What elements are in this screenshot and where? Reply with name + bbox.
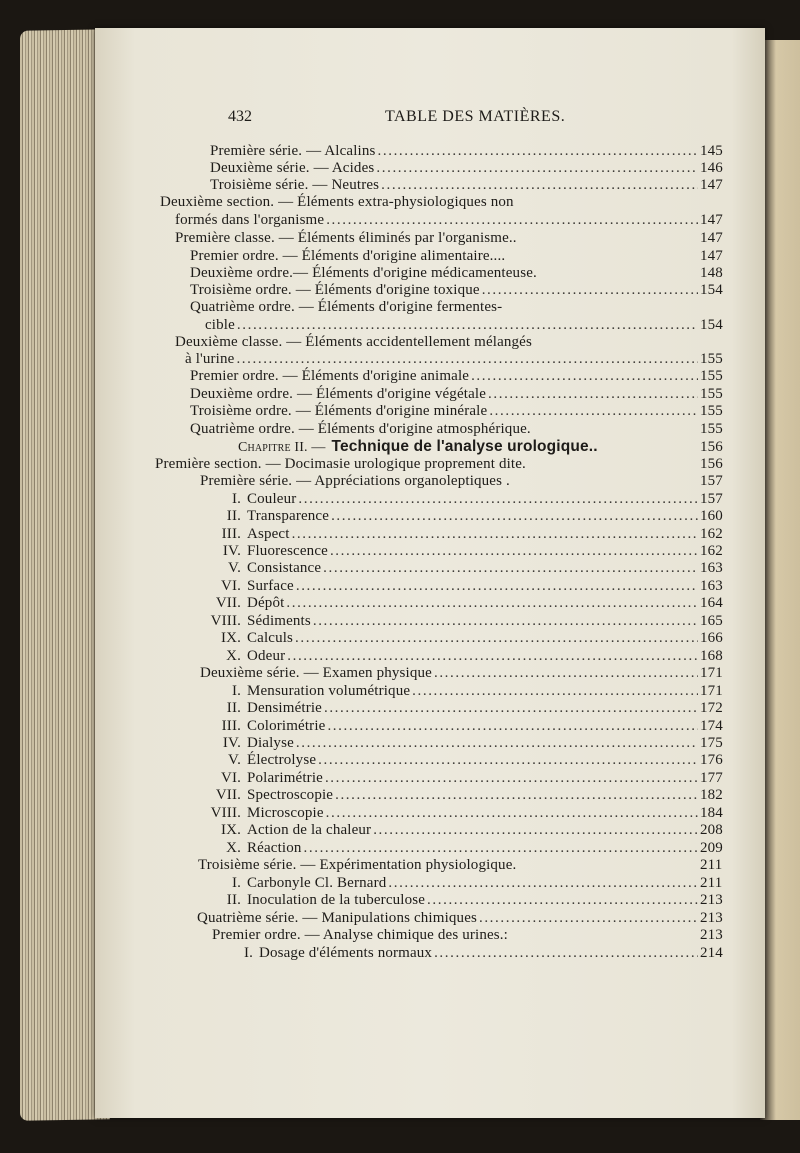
toc-entry-title: Première classe. — Éléments éliminés par l'organisme..: [175, 230, 517, 246]
toc-entry: [175, 212, 722, 230]
toc-entry-page: 209: [700, 840, 723, 856]
toc-entry-page: 155: [700, 368, 723, 384]
toc-entry-page: 211: [700, 875, 723, 891]
toc-entry: [210, 143, 722, 161]
toc-entry-number: VIII.: [210, 613, 241, 629]
leader-dots: [331, 508, 698, 525]
toc-entry-title: Premier ordre. — Analyse chimique des urines.:: [212, 927, 508, 943]
leader-dots: [388, 875, 698, 892]
toc-entry-title: Aspect: [247, 526, 290, 542]
toc-entry-number: VII.: [215, 595, 241, 611]
toc-entry: [185, 351, 722, 369]
toc-entry: [205, 578, 722, 596]
toc-entry: [205, 560, 722, 578]
leader-dots: [434, 665, 698, 682]
toc-entry-page: 148: [700, 265, 723, 281]
leader-dots: [326, 805, 698, 822]
toc-entry-page: 213: [700, 892, 723, 908]
toc-entry-title: Première section. — Docimasie urologique proprement dite.: [155, 456, 526, 472]
leader-dots: [488, 386, 698, 403]
toc-entry-title: Deuxième section. — Éléments extra-physiologiques non: [160, 194, 514, 210]
toc-entry-page: 155: [700, 403, 723, 419]
toc-entry: [175, 230, 722, 248]
toc-entry-title: Inoculation de la tuberculose: [247, 892, 426, 908]
leader-dots: [378, 143, 698, 160]
toc-entry-title: Microscopie: [247, 805, 324, 821]
toc-entry: [205, 595, 722, 613]
leader-dots: [330, 543, 698, 560]
toc-entry-number: I.: [231, 491, 241, 507]
leader-dots: [324, 700, 698, 717]
leader-dots: [286, 595, 698, 612]
toc-entry-page: 163: [700, 560, 723, 576]
toc-entry-number: V.: [228, 752, 241, 768]
leader-dots: [323, 560, 698, 577]
toc-entry-page: 160: [700, 508, 723, 524]
toc-entry-page: 166: [700, 630, 723, 646]
leader-dots: [335, 787, 698, 804]
page-number: 432: [228, 108, 252, 125]
toc-entry-title: Deuxième classe. — Éléments accidentellement mélangés: [175, 334, 532, 350]
toc-entry-page: 147: [700, 177, 723, 193]
toc-entry-title: Électrolyse: [247, 752, 317, 768]
toc-entry-page: 155: [700, 351, 723, 367]
toc-entry: [210, 177, 722, 195]
toc-entry-title: à l'urine: [185, 351, 235, 367]
toc-entry: [205, 526, 722, 544]
toc-entry: [198, 857, 722, 875]
toc-entry-number: II.: [226, 700, 241, 716]
toc-entry-title: Calculs: [247, 630, 294, 646]
toc-entry-title: Quatrième série. — Manipulations chimiques: [197, 910, 477, 926]
toc-entry-page: 154: [700, 317, 723, 333]
toc-entry-title: Première série. — Alcalins: [210, 143, 376, 159]
leader-dots: [298, 491, 698, 508]
toc-entry-title: Mensuration volumétrique: [247, 683, 411, 699]
leader-dots: [292, 526, 698, 543]
toc-entry-page: 157: [700, 473, 723, 489]
toc-entry: [190, 368, 722, 386]
toc-entry: [217, 945, 722, 963]
toc-entry-page: 154: [700, 282, 723, 298]
leader-dots: [296, 578, 698, 595]
toc-entry: [205, 630, 722, 648]
toc-entry-title: Troisième ordre. — Éléments d'origine toxique: [190, 282, 480, 298]
toc-entry-page: 145: [700, 143, 723, 159]
leader-dots: [296, 735, 698, 752]
leader-dots: [471, 368, 698, 385]
toc-entry-title: Transparence: [247, 508, 330, 524]
toc-entry: [205, 840, 722, 858]
toc-entry-title: Fluorescence: [247, 543, 328, 559]
toc-entry-page: 184: [700, 805, 723, 821]
toc-entry: [205, 770, 722, 788]
toc-entry: [190, 282, 722, 300]
toc-entry-page: 155: [700, 421, 723, 437]
toc-entry: [205, 822, 722, 840]
leader-dots: [412, 683, 698, 700]
toc-entry: [205, 735, 722, 753]
toc-entry-page: 164: [700, 595, 723, 611]
toc-entry-page: 146: [700, 160, 723, 176]
toc-entry: [238, 438, 722, 456]
toc-entry: [212, 927, 722, 945]
leader-dots: [313, 613, 698, 630]
toc-entry-title: Dosage d'éléments normaux: [259, 945, 433, 961]
toc-entry-title: Premier ordre. — Éléments d'origine alimentaire....: [190, 248, 506, 264]
toc-entry-title: Réaction: [247, 840, 302, 856]
toc-entry-page: 171: [700, 665, 723, 681]
toc-entry: [190, 386, 722, 404]
leader-dots: [325, 770, 698, 787]
toc-entry: [205, 787, 722, 805]
toc-entry-title: Densimétrie: [247, 700, 322, 716]
toc-entry-number: II.: [226, 508, 241, 524]
toc-entry: [190, 248, 722, 266]
toc-entry-page: 147: [700, 212, 723, 228]
toc-entry: [160, 194, 722, 212]
leader-dots: [304, 840, 698, 857]
toc-entry-page: 163: [700, 578, 723, 594]
toc-entry: [205, 875, 722, 893]
leader-dots: [489, 403, 698, 420]
toc-entry: [205, 683, 722, 701]
leader-dots: [479, 910, 698, 927]
toc-entry-page: 213: [700, 910, 723, 926]
toc-entry-number: X.: [226, 648, 241, 664]
toc-entry-page: 147: [700, 230, 723, 246]
toc-entry-number: III.: [221, 526, 241, 542]
toc-entry: [205, 718, 722, 736]
toc-entry-title: Surface: [247, 578, 294, 594]
toc-entry-number: I.: [231, 875, 241, 891]
toc-entry: [190, 421, 722, 439]
leader-dots: [376, 160, 698, 177]
toc-entry-page: 213: [700, 927, 723, 943]
toc-entry-title: Premier ordre. — Éléments d'origine animale: [190, 368, 470, 384]
toc-entry-page: 182: [700, 787, 723, 803]
toc-entry-page: 156: [700, 439, 723, 455]
toc-entry-number: VII.: [215, 787, 241, 803]
toc-entry-number: II.: [226, 892, 241, 908]
toc-entry-title: formés dans l'organisme: [175, 212, 325, 228]
toc-entry-title: cible: [205, 317, 235, 333]
toc-entry-number: I.: [231, 683, 241, 699]
leader-dots: [427, 892, 698, 909]
toc-entry-title: Spectroscopie: [247, 787, 334, 803]
toc-entry-title: Dépôt: [247, 595, 285, 611]
toc-entry: [190, 265, 722, 283]
toc-entry-page: 155: [700, 386, 723, 402]
toc-entry-title: Colorimétrie: [247, 718, 326, 734]
toc-entry: [205, 700, 722, 718]
toc-entry-title: Deuxième ordre. — Éléments d'origine végétale: [190, 386, 487, 402]
toc-entry-page: 211: [700, 857, 723, 873]
toc-entry-title: Troisième ordre. — Éléments d'origine minérale: [190, 403, 488, 419]
toc-entry-number: IV.: [222, 543, 241, 559]
toc-entry-title: Odeur: [247, 648, 286, 664]
toc-entry-number: I.: [243, 945, 253, 961]
toc-entry-number: V.: [228, 560, 241, 576]
toc-entry-page: 157: [700, 491, 723, 507]
toc-entry: [175, 334, 722, 352]
toc-entry-page: 156: [700, 456, 723, 472]
toc-entry-number: VIII.: [210, 805, 241, 821]
toc-entry-page: 172: [700, 700, 723, 716]
toc-entry-page: 177: [700, 770, 723, 786]
toc-entry: [197, 910, 722, 928]
toc-entry-title: Polarimétrie: [247, 770, 323, 786]
toc-entry: [205, 648, 722, 666]
toc-entry-title: Consistance: [247, 560, 322, 576]
toc-entry-number: IX.: [220, 630, 241, 646]
toc-entry: [190, 299, 722, 317]
leader-dots: [287, 648, 698, 665]
toc-entry-title: Quatrième ordre. — Éléments d'origine atmosphérique.: [190, 421, 531, 437]
running-title: TABLE DES MATIÈRES.: [385, 108, 566, 125]
toc-entry-number: VI.: [220, 578, 241, 594]
leader-dots: [326, 212, 698, 229]
leader-dots: [327, 718, 698, 735]
toc-entry-page: 165: [700, 613, 723, 629]
toc-entry-title: Action de la chaleur: [247, 822, 372, 838]
toc-entry: [205, 508, 722, 526]
toc-entry-title: Deuxième série. — Examen physique: [200, 665, 432, 681]
toc-entry-page: 214: [700, 945, 723, 961]
toc-entry: [200, 665, 722, 683]
toc-entry: [205, 805, 722, 823]
toc-entry: [205, 491, 722, 509]
toc-entry-title: Couleur: [247, 491, 297, 507]
toc-entry-title: Quatrième ordre. — Éléments d'origine fermentes-: [190, 299, 503, 315]
toc-entry-title: Troisième série. — Expérimentation physiologique.: [198, 857, 517, 873]
toc-entry-page: 168: [700, 648, 723, 664]
toc-entry-title: Dialyse: [247, 735, 294, 751]
toc-entry-number: X.: [226, 840, 241, 856]
toc-entry: [190, 403, 722, 421]
toc-entry-page: 208: [700, 822, 723, 838]
toc-entry-title: Carbonyle Cl. Bernard: [247, 875, 387, 891]
toc-entry-page: 174: [700, 718, 723, 734]
leader-dots: [237, 317, 698, 334]
leader-dots: [318, 752, 698, 769]
page-edge-right: [760, 40, 800, 1120]
toc-entry: [200, 473, 722, 491]
toc-entry-number: IV.: [222, 735, 241, 751]
toc-entry-title: Troisième série. — Neutres: [210, 177, 380, 193]
chapter-label: Chapitre II. —: [238, 440, 326, 455]
toc-entry-number: VI.: [220, 770, 241, 786]
toc-entry-title: Sédiments: [247, 613, 311, 629]
toc-entry-page: 147: [700, 248, 723, 264]
leader-dots: [381, 177, 698, 194]
toc-entry: [155, 456, 722, 474]
toc-entry: [205, 892, 722, 910]
leader-dots: [373, 822, 698, 839]
toc-entry-page: 175: [700, 735, 723, 751]
toc-entry-title: Deuxième série. — Acides: [210, 160, 375, 176]
toc-entry: [205, 752, 722, 770]
toc-entry: [210, 160, 722, 178]
leader-dots: [295, 630, 698, 647]
toc-entry-page: 176: [700, 752, 723, 768]
toc-entry-page: 162: [700, 543, 723, 559]
leader-dots: [434, 945, 698, 962]
toc-entry-title: Deuxième ordre.— Éléments d'origine médicamenteuse.: [190, 265, 537, 281]
toc-entry-number: IX.: [220, 822, 241, 838]
toc-entry-page: 171: [700, 683, 723, 699]
toc-entry-title: Première série. — Appréciations organoleptiques .: [200, 473, 510, 489]
toc-entry: [205, 543, 722, 561]
toc-entry: [205, 613, 722, 631]
toc-entry-title: Technique de l'analyse urologique..: [331, 438, 598, 455]
toc-entry-number: III.: [221, 718, 241, 734]
toc-entry: [205, 317, 722, 335]
leader-dots: [236, 351, 698, 368]
toc-entry-page: 162: [700, 526, 723, 542]
leader-dots: [482, 282, 698, 299]
